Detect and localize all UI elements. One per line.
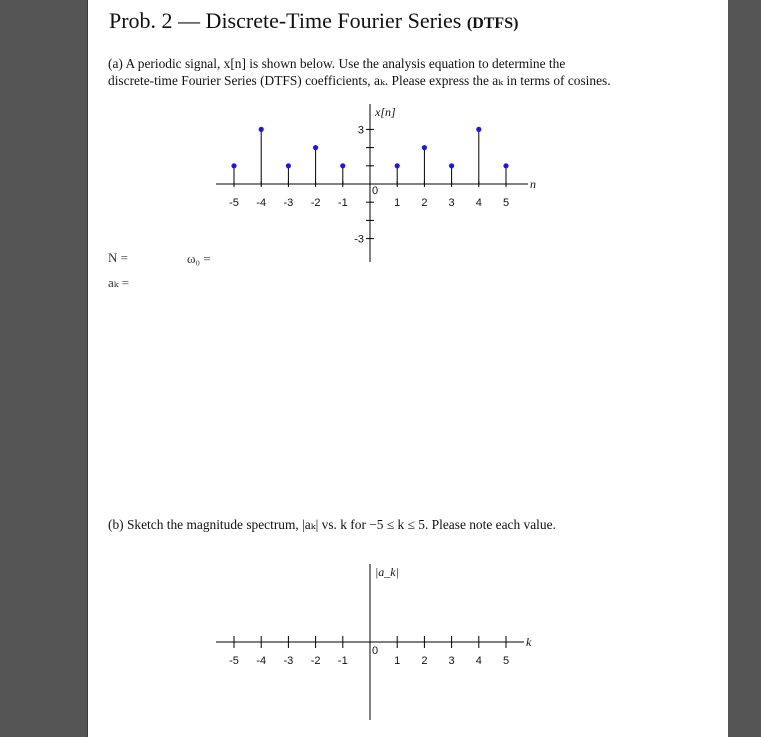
y-axis-label: |a_k|: [375, 565, 399, 579]
x-tick-label: -4: [256, 197, 267, 209]
x-tick-label: 2: [421, 655, 428, 667]
x-tick-label: -1: [337, 655, 348, 667]
y-tick-label: -3: [354, 233, 364, 246]
title-main: Prob. 2 — Discrete-Time Fourier Series: [109, 8, 462, 33]
stem-marker: [449, 163, 454, 168]
x-tick-label: 5: [502, 655, 510, 667]
x-tick-label: 2: [421, 197, 428, 209]
x-n-stem-plot: [216, 104, 536, 262]
stem-marker: [286, 163, 291, 168]
y-tick-label: 3: [357, 124, 364, 137]
x-tick-label: 4: [475, 655, 482, 667]
x-tick-label: -2: [310, 655, 321, 667]
x-tick-label: -5: [229, 197, 239, 209]
x-tick-label-zero: 0: [372, 185, 379, 197]
x-tick-label: -3: [283, 655, 294, 667]
x-tick-label-zero: 0: [372, 645, 379, 657]
x-tick-label: -4: [256, 655, 267, 667]
x-tick-label: 4: [475, 197, 482, 209]
x-tick-label: -1: [337, 197, 348, 209]
stem-marker: [259, 127, 264, 132]
title-abbr: (DTFS): [466, 15, 519, 32]
x-axis-label: k: [526, 635, 532, 649]
part-a-line-1: (a) A periodic signal, x[n] is shown below. Use the analysis equation to determine the: [108, 56, 566, 71]
ak-magnitude-plot: [216, 564, 532, 720]
x-tick-label: -2: [310, 197, 321, 209]
x-tick-label: 1: [394, 197, 401, 209]
part-a-line-2: discrete-time Fourier Series (DTFS) coefficients, aₖ. Please express the aₖ in terms of cosines.: [108, 73, 611, 88]
x-tick-label: -5: [229, 655, 239, 667]
x-tick-label: 3: [448, 655, 455, 667]
w0-label: ω₀ =: [187, 251, 211, 266]
stem-marker: [313, 145, 318, 150]
stem-marker: [231, 163, 236, 168]
ak-label: aₖ =: [108, 275, 130, 290]
stem-marker: [422, 145, 427, 150]
document-page: [88, 0, 728, 737]
stem-marker: [503, 163, 508, 168]
x-tick-label: 1: [394, 655, 401, 667]
plots-canvas: [88, 0, 728, 737]
x-axis-label: n: [530, 177, 536, 191]
stem-marker: [395, 163, 400, 168]
stem-marker: [340, 163, 345, 168]
x-tick-label: 3: [448, 197, 455, 209]
x-tick-label: 5: [502, 197, 510, 209]
stem-marker: [476, 127, 481, 132]
y-axis-label: x[n]: [375, 105, 396, 119]
x-tick-label: -3: [283, 197, 294, 209]
part-b-line-1: (b) Sketch the magnitude spectrum, |aₖ| vs. k for −5 ≤ k ≤ 5. Please note each value.: [108, 517, 556, 532]
n-label: N =: [108, 250, 128, 265]
